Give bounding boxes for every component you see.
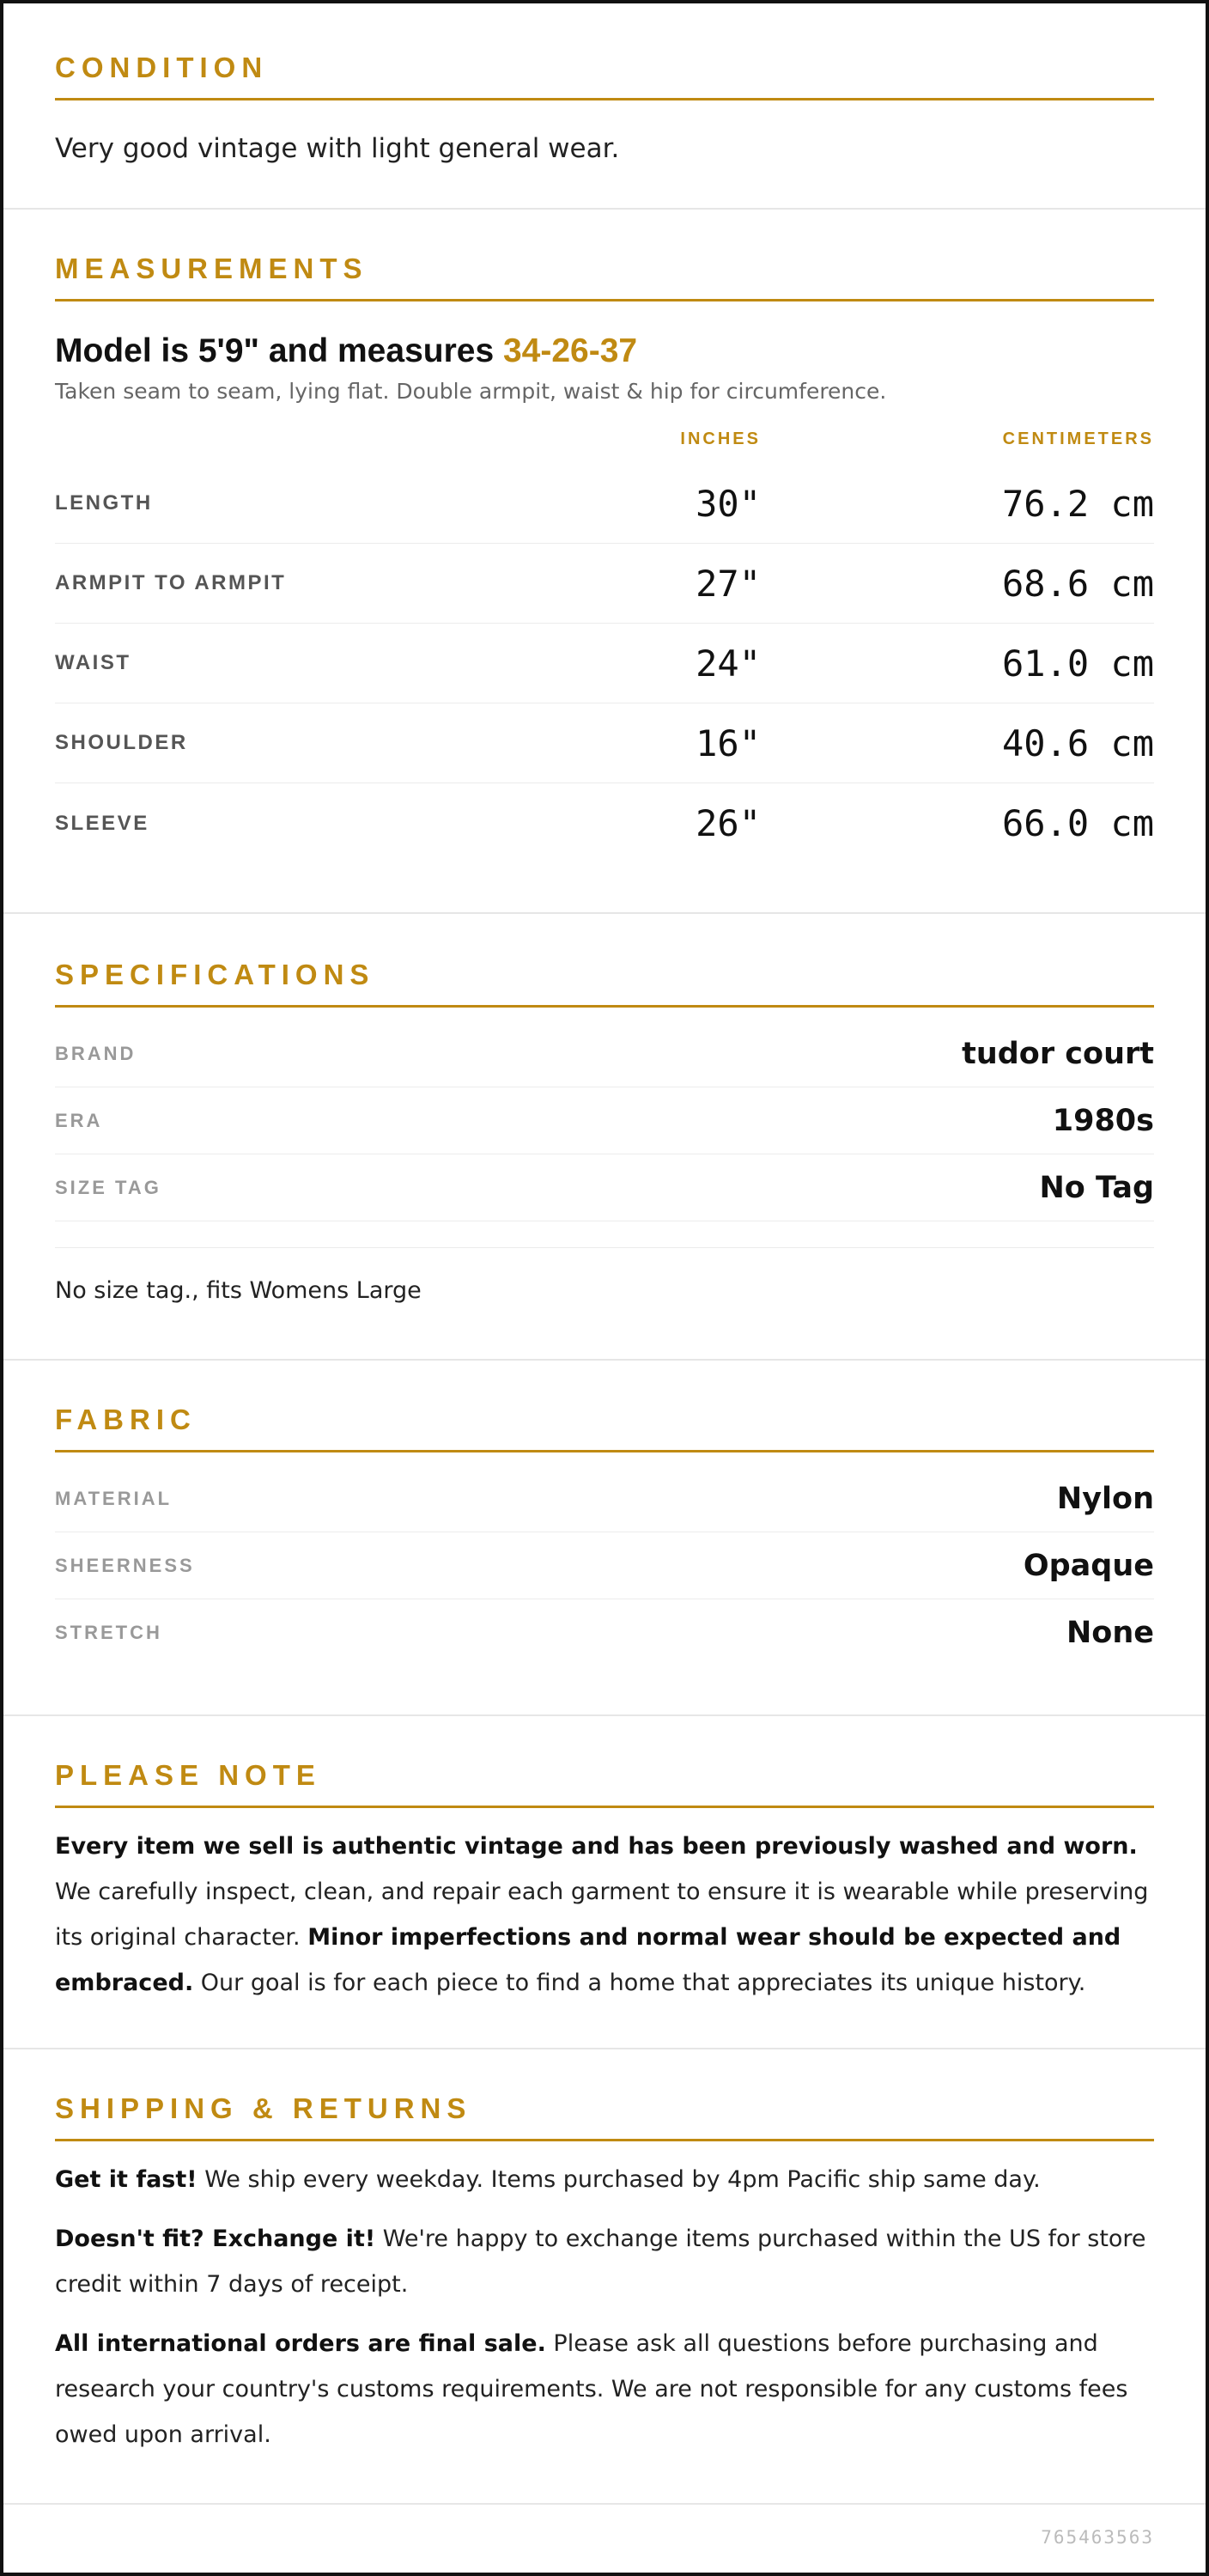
measurement-row <box>55 783 1154 863</box>
condition-title: CONDITION <box>55 52 269 83</box>
size-note: No size tag., fits Womens Large <box>55 1277 422 1304</box>
measurement-row <box>55 544 1154 624</box>
measurements-rule <box>55 299 1154 301</box>
shipping-title: SHIPPING & RETURNS <box>55 2092 472 2124</box>
note-text-2: Our goal is for each piece to find a home that appreciates its unique history. <box>193 1970 1086 1996</box>
centimeters-header: CENTIMETERS <box>1002 429 1154 448</box>
fabric-label: STRETCH <box>55 1622 162 1643</box>
measurement-cm: 76.2 cm <box>1001 482 1154 525</box>
measurement-inches: 27" <box>696 562 761 605</box>
fabric-row <box>55 1532 1154 1599</box>
specifications-table <box>55 1020 1154 1221</box>
specifications-rule <box>55 1005 1154 1008</box>
fabric-value: None <box>1066 1616 1154 1650</box>
measurement-column-headers <box>55 429 1154 464</box>
note-bold-2: Minor imperfections and normal wear should be expected and embraced. <box>55 1924 1121 1996</box>
shipping-bold-1: Get it fast! <box>55 2166 197 2193</box>
shipping-text-3: Please ask all questions before purchasing and research your country's customs requirements. We are not responsible for any customs fees owed upon arrival. <box>55 2330 1128 2448</box>
measurement-label: SHOULDER <box>55 731 188 754</box>
note-bold-1: Every item we sell is authentic vintage and has been previously washed and worn. <box>55 1833 1138 1860</box>
fabric-row <box>55 1465 1154 1532</box>
measurement-table <box>55 464 1154 863</box>
measurement-inches: 30" <box>696 482 761 525</box>
measurement-cm: 68.6 cm <box>1001 562 1154 605</box>
measurement-label: LENGTH <box>55 491 153 515</box>
measurement-label: WAIST <box>55 651 131 674</box>
fabric-title: FABRIC <box>55 1404 197 1435</box>
fabric-value: Nylon <box>1056 1481 1154 1516</box>
shipping-text-1: We ship every weekday. Items purchased by 4pm Pacific ship same day. <box>197 2166 1041 2193</box>
shipping-text-2: We're happy to exchange items purchased within the US for store credit within 7 days of receipt. <box>55 2226 1146 2298</box>
measurement-cm: 40.6 cm <box>1001 722 1154 764</box>
please-note-text <box>55 1824 1154 2006</box>
spec-row <box>55 1154 1154 1221</box>
measurement-label: SLEEVE <box>55 811 149 835</box>
fabric-label: MATERIAL <box>55 1487 173 1509</box>
measurement-cm: 61.0 cm <box>1001 642 1154 685</box>
spec-label: ERA <box>55 1109 103 1131</box>
shipping-paragraph-1 <box>55 2157 1154 2202</box>
measurement-cm: 66.0 cm <box>1001 802 1154 844</box>
condition-rule <box>55 98 1154 100</box>
measurements-title: MEASUREMENTS <box>55 253 368 284</box>
shipping-bold-3: All international orders are final sale. <box>55 2330 546 2357</box>
measurement-row <box>55 464 1154 544</box>
spec-value: No Tag <box>1039 1170 1154 1205</box>
fabric-section <box>3 1361 1206 1716</box>
model-value: 34-26-37 <box>502 332 638 369</box>
measurement-row <box>55 624 1154 703</box>
spec-value: tudor court <box>962 1036 1154 1071</box>
fabric-label: SHEERNESS <box>55 1554 195 1576</box>
measurement-row <box>55 703 1154 783</box>
shipping-paragraph-2 <box>55 2216 1154 2307</box>
spec-label: SIZE TAG <box>55 1176 161 1198</box>
shipping-section <box>3 2049 1206 2505</box>
please-note-rule <box>55 1806 1154 1808</box>
please-note-section <box>3 1716 1206 2049</box>
spec-row <box>55 1020 1154 1087</box>
measurement-inches: 16" <box>696 722 761 764</box>
measurement-note: Taken seam to seam, lying flat. Double armpit, waist & hip for circumference. <box>55 379 887 404</box>
model-measurements <box>55 332 1154 370</box>
spec-value: 1980s <box>1052 1103 1154 1138</box>
measurements-section <box>3 210 1206 914</box>
inches-header: INCHES <box>680 429 761 448</box>
condition-section <box>3 3 1206 210</box>
sku-number: 765463563 <box>1041 2527 1154 2548</box>
condition-text: Very good vintage with light general wear. <box>55 133 620 164</box>
spec-label: BRAND <box>55 1042 137 1064</box>
fabric-row <box>55 1599 1154 1666</box>
fabric-value: Opaque <box>1023 1548 1154 1583</box>
spec-divider <box>55 1247 1154 1248</box>
please-note-title: PLEASE NOTE <box>55 1759 321 1791</box>
spec-row <box>55 1087 1154 1154</box>
specifications-title: SPECIFICATIONS <box>55 959 375 990</box>
specifications-section <box>3 914 1206 1361</box>
model-prefix: Model is 5'9" and measures <box>55 332 503 369</box>
fabric-table <box>55 1465 1154 1666</box>
measurement-inches: 26" <box>696 802 761 844</box>
measurement-inches: 24" <box>696 642 761 685</box>
shipping-bold-2: Doesn't fit? Exchange it! <box>55 2226 376 2252</box>
fabric-rule <box>55 1450 1154 1452</box>
note-text-1: We carefully inspect, clean, and repair each garment to ensure it is wearable while preserving its original character. <box>55 1879 1149 1951</box>
sku-footer <box>3 2505 1206 2548</box>
shipping-rule <box>55 2139 1154 2141</box>
measurement-label: ARMPIT TO ARMPIT <box>55 571 287 594</box>
shipping-paragraph-3 <box>55 2321 1154 2457</box>
